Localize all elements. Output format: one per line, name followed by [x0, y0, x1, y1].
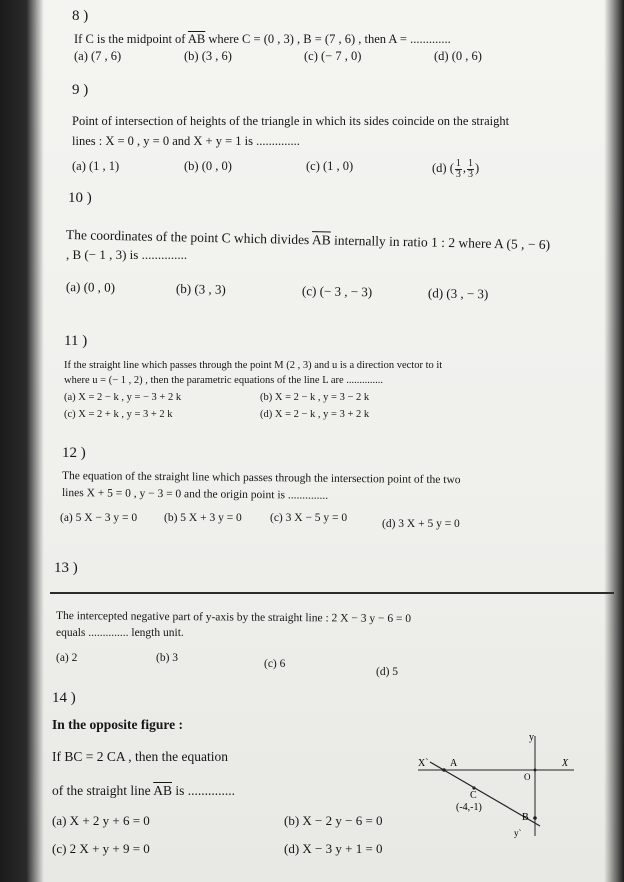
numerator: 1 [468, 158, 473, 169]
options-row [56, 652, 610, 678]
segment-ab: $\overline{AB}$ [187, 32, 206, 46]
stem-part: of the straight line [52, 783, 154, 798]
label-b: B [522, 812, 529, 823]
comma: , [462, 161, 466, 176]
option-a[interactable]: (a) X = 2 − k , y = − 3 + 2 k [64, 392, 182, 403]
question-11 [52, 333, 610, 420]
question-stem: If BC = 2 CA , then the equation [52, 749, 228, 764]
origin-point [534, 769, 537, 772]
option-a[interactable]: (a) 5 X − 3 y = 0 [60, 512, 138, 524]
option-b[interactable]: (b) (3 , 6) [184, 49, 232, 63]
label-y: y [529, 732, 534, 743]
option-c[interactable]: (c) X = 2 + k , y = 3 + 2 k [64, 409, 173, 420]
question-number: 9 ) [72, 82, 89, 98]
question-stem: Point of intersection of heights of the triangle in which its sides coincide on the straight [72, 114, 510, 128]
question-number: 11 ) [64, 333, 88, 349]
stem-part: The coordinates of the point C which divides [65, 227, 313, 248]
label-o: O [524, 772, 531, 782]
denominator: 3 [468, 169, 473, 180]
label-c: C [470, 790, 477, 801]
left-shadow [0, 0, 44, 882]
question-stem [74, 29, 610, 49]
point-b [533, 816, 537, 820]
option-c[interactable]: (c) 3 X − 5 y = 0 [270, 512, 348, 524]
segment-ab: $\overline{AB}$ [311, 232, 331, 248]
option-c[interactable]: (c) (1 , 0) [306, 159, 354, 173]
options-row [52, 841, 610, 857]
stem-part: where C = (0 , 3) , B = (7 , 6) , then A = ............. [205, 32, 451, 46]
question-12 [52, 445, 610, 530]
option-b[interactable]: (b) (3 , 3) [175, 280, 226, 297]
options-row [74, 49, 610, 64]
option-b[interactable]: (b) X = 2 − k , y = 3 − 2 k [260, 392, 370, 403]
option-c[interactable]: (c) 2 X + y + 9 = 0 [52, 841, 150, 856]
fraction [455, 159, 462, 180]
option-a[interactable]: (a) X + 2 y + 6 = 0 [52, 813, 150, 828]
stem-part: is .............. [172, 783, 236, 798]
options-row [60, 512, 610, 530]
question-stem: lines X + 5 = 0 , y − 3 = 0 and the origin point is .............. [61, 487, 329, 502]
question-stem: The equation of the straight line which passes through the intersection point of the two [61, 470, 461, 487]
option-a[interactable]: (a) (0 , 0) [65, 279, 116, 295]
options-row [64, 392, 610, 403]
option-b[interactable]: (b) X − 2 y − 6 = 0 [284, 813, 383, 828]
option-a[interactable]: (a) (1 , 1) [72, 159, 120, 173]
option-d[interactable]: (d) 5 [376, 666, 399, 678]
point-a [442, 768, 446, 772]
question-9 [52, 82, 610, 180]
question-13-body [52, 608, 610, 678]
option-d[interactable] [432, 159, 479, 180]
option-a[interactable]: (a) (7 , 6) [74, 49, 122, 63]
question-13 [52, 560, 610, 581]
question-8 [52, 8, 610, 64]
question-stem: , B (− 1 , 3) is .............. [66, 247, 188, 262]
option-b[interactable]: (b) (0 , 0) [184, 159, 232, 173]
question-stem: equals .............. length unit. [56, 627, 184, 639]
option-c[interactable]: (c) (− 7 , 0) [304, 49, 362, 63]
options-row [72, 159, 610, 180]
option-d-close: ) [475, 161, 480, 176]
option-c[interactable]: (c) (− 3 , − 3) [301, 283, 373, 300]
option-d[interactable]: (d) 3 X + 5 y = 0 [382, 518, 460, 530]
question-number: 13 ) [54, 560, 78, 576]
question-stem: The intercepted negative part of y-axis by the straight line : 2 X − 3 y − 6 = 0 [55, 610, 412, 626]
numerator: 1 [455, 158, 461, 169]
label-a: A [450, 758, 458, 769]
label-x: X [562, 758, 569, 769]
line-ab: $\overline{AB}$ [153, 783, 172, 798]
question-number: 12 ) [62, 445, 86, 461]
option-b[interactable]: (b) 3 [156, 652, 179, 664]
stem-part: If C is the midpoint of [74, 32, 188, 46]
section-divider [50, 592, 614, 594]
label-c-coord: (-4,-1) [456, 802, 482, 813]
label-y-neg: y` [514, 828, 522, 838]
denominator: 3 [455, 169, 461, 180]
question-number: 10 ) [68, 190, 92, 206]
option-c[interactable]: (c) 6 [264, 658, 286, 670]
option-d[interactable]: (d) (0 , 6) [434, 49, 482, 63]
option-b[interactable]: (b) 5 X + 3 y = 0 [164, 512, 242, 524]
option-d-open: (d) ( [432, 161, 454, 176]
option-d[interactable]: (d) X = 2 − k , y = 3 + 2 k [260, 409, 370, 420]
question-stem: where u = (− 1 , 2) , then the parametric equations of the line L are .............. [64, 375, 384, 386]
question-number: 14 ) [52, 690, 76, 706]
options-row [66, 279, 610, 304]
fraction [467, 159, 474, 180]
option-a[interactable]: (a) 2 [56, 652, 78, 664]
stem-part: internally in ratio 1 : 2 where A (5 , − 6) [330, 232, 551, 253]
question-stem: lines : X = 0 , y = 0 and X + y = 1 is .............. [72, 134, 300, 148]
options-row [64, 409, 610, 420]
question-heading: In the opposite figure : [52, 717, 184, 732]
label-x-neg: X` [418, 758, 429, 769]
coordinate-figure [408, 728, 580, 838]
option-d[interactable]: (d) X − 3 y + 1 = 0 [284, 841, 383, 856]
option-d[interactable]: (d) (3 , − 3) [427, 285, 489, 302]
question-stem: If the straight line which passes through the point M (2 , 3) and u is a direction vector to it [64, 360, 443, 371]
question-10 [52, 190, 610, 302]
question-number: 8 ) [72, 8, 89, 24]
